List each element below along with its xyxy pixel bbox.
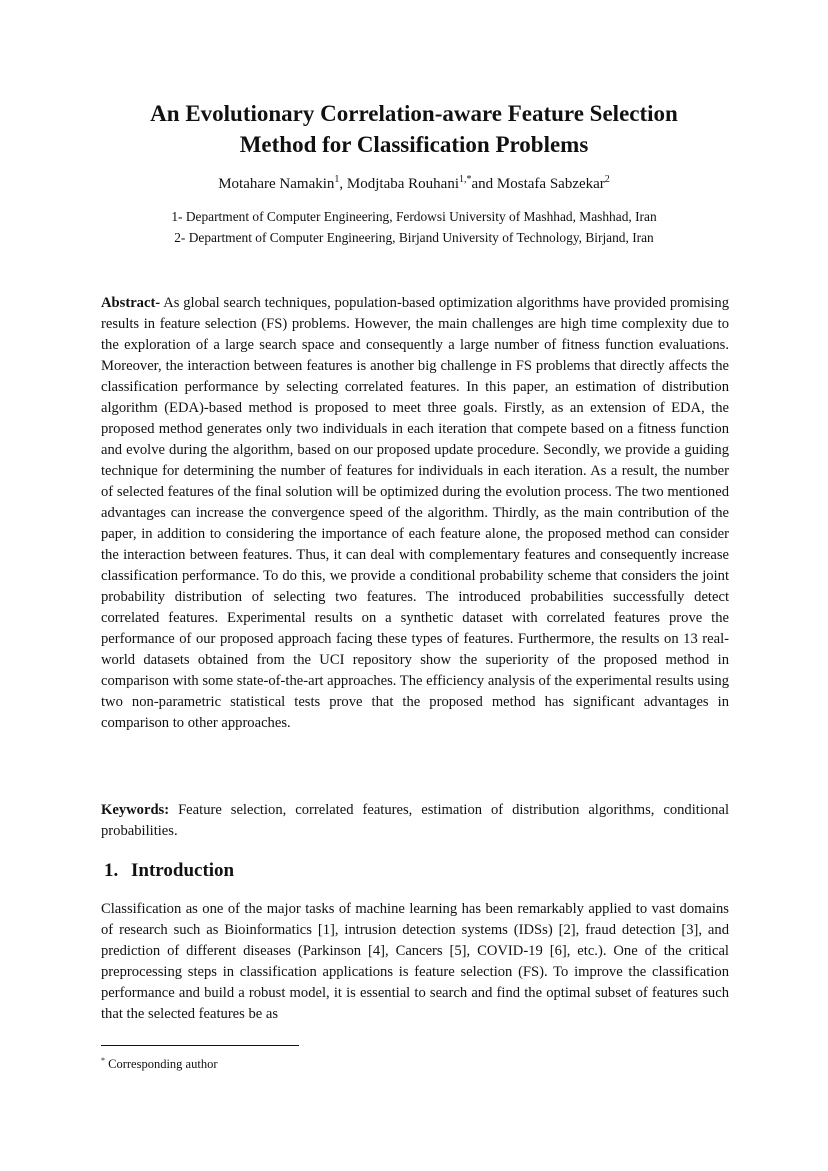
abstract-text: As global search techniques, population-based optimization algorithms have provided promising results in feature selection (FS) problems. However, the main challenges are high time complexity due to the exploration of a large search space and consequently a large number of fitness function evaluations. Moreover, the interaction between features is another big challenge in FS problems that directly affects the classification performance by selecting correlated features. In this paper, an estimation of distribution algorithm (EDA)-based method is proposed to meet three goals. Firstly, as an extension of EDA, the proposed method generates only two individuals in each iteration that compete based on a fitness function and evolve during the algorithm, based on our proposed update procedure. Secondly, we provide a guiding technique for determining the number of features for individuals in each iteration. As a result, the number of selected features of the final solution will be optimized during the evolution process. The two mentioned advantages can increase the convergence speed of the algorithm. Thirdly, as the main contribution of the paper, in addition to considering the importance of each feature alone, the proposed method can consider the interaction between features. Thus, it can deal with complementary features and consequently increase classification performance. To do this, we provide a conditional probability scheme that considers the joint probability distribution of selecting two features. The introduced probabilities successfully detect correlated features. Experimental results on a synthetic dataset with correlated features prove the performance of our proposed approach facing these types of features. Furthermore, the results on 13 real-world datasets obtained from the UCI repository show the superiority of the proposed method in comparison with some state-of-the-art approaches. The efficiency analysis of the experimental results using two non-parametric statistical tests prove that the proposed method has significant advantages in comparison to other approaches. xyxy=(101,295,730,731)
keywords-label: Keywords: xyxy=(101,802,170,818)
footnote-divider xyxy=(101,1045,299,1046)
affiliations xyxy=(80,206,748,248)
affiliation-1: 1- Department of Computer Engineering, Ferdowsi University of Mashhad, Mashhad, Iran xyxy=(171,209,657,224)
section-heading xyxy=(104,859,234,883)
abstract-label: Abstract- xyxy=(101,295,161,311)
section-number: 1. xyxy=(104,860,119,881)
author-affiliation-mark: 1,* xyxy=(459,174,472,185)
footnote-mark: * xyxy=(101,1056,105,1065)
footnote-text: Corresponding author xyxy=(108,1057,218,1072)
footnote xyxy=(101,1053,217,1072)
paper-title xyxy=(80,98,748,160)
author-name: Modjtaba Rouhani xyxy=(346,176,459,192)
intro-paragraph: Classification as one of the major tasks of machine learning has been remarkably applied to vast domains of research such as Bioinformatics [1], intrusion detection systems (IDSs) [2], fraud detection [3], and prediction of different diseases (Parkinson [4], Cancers [5], COVID-19 [6], etc.). One of the critical preprocessing steps in classification applications is feature selection (FS). To improve the classification performance and build a robust model, it is essential to search and find the optimal subset of features such that the selected features be as xyxy=(101,901,729,1022)
title-line-1: An Evolutionary Correlation-aware Feature Selection xyxy=(150,101,678,126)
author-list xyxy=(80,174,748,194)
title-line-2: Method for Classification Problems xyxy=(239,132,589,157)
author-separator: and xyxy=(471,176,497,192)
abstract xyxy=(101,293,729,734)
keywords-text: Feature selection, correlated features, estimation of distribution algorithms, conditional probabilities. xyxy=(101,802,730,839)
author-affiliation-mark: 1 xyxy=(334,174,340,185)
affiliation-2: 2- Department of Computer Engineering, Birjand University of Technology, Birjand, Iran xyxy=(174,230,654,245)
author-separator: , xyxy=(339,176,347,192)
author-affiliation-mark: 2 xyxy=(604,174,610,185)
author-name: Motahare Namakin xyxy=(218,176,335,192)
keywords xyxy=(101,800,729,842)
author-name: Mostafa Sabzekar xyxy=(496,176,605,192)
section-title: Introduction xyxy=(131,860,235,881)
